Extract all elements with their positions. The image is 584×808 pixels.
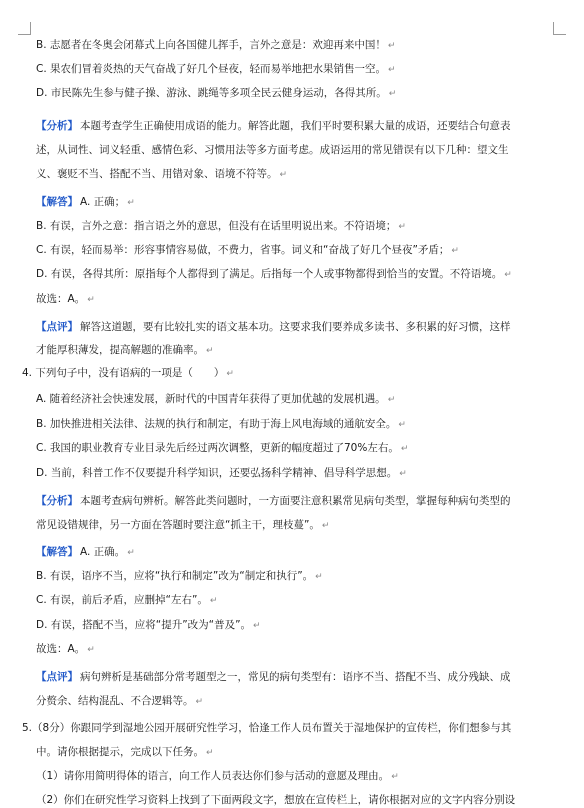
paragraph-mark-icon: ↵: [388, 89, 397, 99]
line-text: D. 有误，搭配不当，应将“提升”改为“普及”。: [36, 619, 252, 631]
paragraph-mark-icon: ↵: [279, 170, 288, 180]
text-line: [36, 593, 556, 608]
section-tag: 【点评】: [36, 671, 78, 683]
line-text: 本题考查病句辨析。解答此类问题时，一方面要注意积累常见病句类型，掌握每种病句类型的: [80, 495, 511, 507]
line-text: D. 有误，各得其所：原指每个人都得到了满足。后指每一个人或事物都得到恰当的安置。不符语境。: [36, 268, 503, 280]
line-text: D. 当前，科普工作不仅要提升科学知识，还要弘扬科学精神、倡导科学思想。: [36, 467, 398, 479]
line-text: 故选：A。: [36, 643, 86, 655]
line-text: 中。请你根据提示，完成以下任务。: [36, 746, 204, 758]
text-line: [36, 494, 556, 508]
line-text: 4. 下列句子中，没有语病的一项是（ ）: [22, 367, 225, 379]
text-line: [36, 62, 556, 77]
text-line: [36, 793, 556, 807]
paragraph-mark-icon: ↵: [195, 697, 204, 707]
line-text: A. 随着经济社会快速发展，新时代的中国青年获得了更加优越的发展机遇。: [36, 393, 386, 405]
line-text: （2）你们在研究性学习资料上找到了下面两段文字，想放在宣传栏上，请你根据对应的文字内容分别设: [36, 794, 516, 806]
text-line: [36, 441, 556, 456]
line-text: 5.（8分）你跟同学到湿地公园开展研究性学习，恰逢工作人员布置关于湿地保护的宣传栏，你们想参与其: [22, 722, 512, 734]
paragraph-mark-icon: ↵: [399, 469, 407, 479]
paragraph-mark-icon: ↵: [253, 621, 261, 631]
paragraph-mark-icon: ↵: [504, 270, 512, 280]
text-line: [36, 167, 556, 182]
text-line: [36, 143, 556, 157]
line-text: 本题考查学生正确使用成语的能力。解答此题，我们平时要积累大量的成语，还要结合句意表: [80, 120, 511, 132]
text-line: [36, 320, 556, 334]
text-line: [36, 545, 556, 560]
text-line: [36, 392, 556, 407]
paragraph-mark-icon: ↵: [226, 369, 234, 379]
paragraph-mark-icon: ↵: [127, 198, 135, 208]
paragraph-mark-icon: ↵: [398, 420, 406, 430]
text-line: [36, 243, 556, 258]
text-line: [36, 219, 556, 234]
text-line: [36, 694, 556, 709]
text-line: [36, 466, 556, 481]
paragraph-mark-icon: ↵: [400, 444, 409, 454]
line-text: B. 有误，言外之意：指言语之外的意思，但没有在话里明说出来。不符语境；: [36, 220, 397, 232]
line-text: B. 加快推进相关法律、法规的执行和制定，有助于海上风电海域的通航安全。: [36, 418, 397, 430]
line-text: 才能厚积薄发，提高解题的准确率。: [36, 344, 204, 356]
paragraph-mark-icon: ↵: [206, 748, 214, 758]
line-text: 述，从词性、词义轻重、感情色彩、习惯用法等多方面考虑。成语运用的常见错误有以下几种：望文生: [36, 144, 509, 156]
line-text: A. 正确。: [80, 546, 126, 558]
line-text: 常见设错规律，另一方面在答题时要注意“抓主干，理枝蔓”。: [36, 519, 320, 531]
line-text: 分赘余、结构混乱、不合逻辑等。: [36, 695, 194, 707]
text-line: [36, 267, 556, 282]
paragraph-mark-icon: ↵: [315, 572, 323, 582]
line-text: 义、褒贬不当、搭配不当、用错对象、语境不符等。: [36, 168, 278, 180]
text-line: [36, 86, 556, 101]
paragraph-mark-icon: ↵: [387, 41, 396, 51]
paragraph-mark-icon: ↵: [87, 645, 95, 655]
paragraph-mark-icon: ↵: [398, 222, 406, 232]
paragraph-mark-icon: ↵: [209, 596, 218, 606]
line-text: 病句辨析是基础部分常考题型之一，常见的病句类型有：语序不当、搭配不当、成分残缺、成: [80, 671, 511, 683]
line-text: 故选：A。: [36, 293, 86, 305]
section-tag: 【解答】: [36, 546, 78, 558]
line-text: C. 有误，前后矛盾，应删掉“左右”。: [36, 594, 208, 606]
paragraph-mark-icon: ↵: [387, 395, 396, 405]
crop-mark-top-left: [18, 22, 31, 35]
crop-mark-top-right: [553, 22, 566, 35]
section-tag: 【分析】: [36, 495, 78, 507]
paragraph-mark-icon: ↵: [451, 246, 459, 256]
question-line: [22, 721, 542, 735]
line-text: D. 市民陈先生参与健子操、游泳、跳绳等多项全民云健身运动，各得其所。: [36, 87, 387, 99]
text-line: [36, 670, 556, 684]
text-line: [36, 569, 556, 584]
line-text: C. 有误，轻而易举：形容事情容易做，不费力，省事。词义和“奋战了好几个昼夜”矛盾；: [36, 244, 450, 256]
text-line: [36, 195, 556, 210]
text-line: [36, 119, 556, 133]
paragraph-mark-icon: ↵: [127, 548, 135, 558]
line-text: B. 志愿者在冬奥会闭幕式上向各国健儿挥手，言外之意是：欢迎再来中国！: [36, 39, 386, 51]
section-tag: 【点评】: [36, 321, 78, 333]
line-text: C. 果农们冒着炎热的天气奋战了好几个昼夜，轻而易举地把水果销售一空。: [36, 63, 387, 75]
text-line: [36, 343, 556, 358]
paragraph-mark-icon: ↵: [87, 295, 95, 305]
line-text: A. 正确；: [80, 196, 126, 208]
paragraph-mark-icon: ↵: [391, 772, 399, 782]
paragraph-mark-icon: ↵: [321, 521, 330, 531]
text-line: [36, 38, 556, 53]
section-tag: 【解答】: [36, 196, 78, 208]
paragraph-mark-icon: ↵: [206, 346, 214, 356]
text-line: [36, 642, 556, 657]
text-line: [36, 769, 556, 784]
text-line: [36, 292, 556, 307]
text-line: [36, 745, 556, 760]
text-line: [36, 618, 556, 633]
paragraph-mark-icon: ↵: [388, 65, 396, 75]
question-line: [22, 366, 542, 381]
line-text: C. 我国的职业教育专业目录先后经过两次调整，更新的幅度超过了70%左右。: [36, 442, 399, 454]
line-text: 解答这道题，要有比较扎实的语文基本功。这要求我们要养成多读书、多积累的好习惯，这样: [80, 321, 511, 333]
text-line: [36, 518, 556, 533]
section-tag: 【分析】: [36, 120, 78, 132]
line-text: B. 有误，语序不当，应将“执行和制定”改为“制定和执行”。: [36, 570, 314, 582]
line-text: （1）请你用简明得体的语言，向工作人员表达你们参与活动的意愿及理由。: [36, 770, 390, 782]
text-line: [36, 417, 556, 432]
